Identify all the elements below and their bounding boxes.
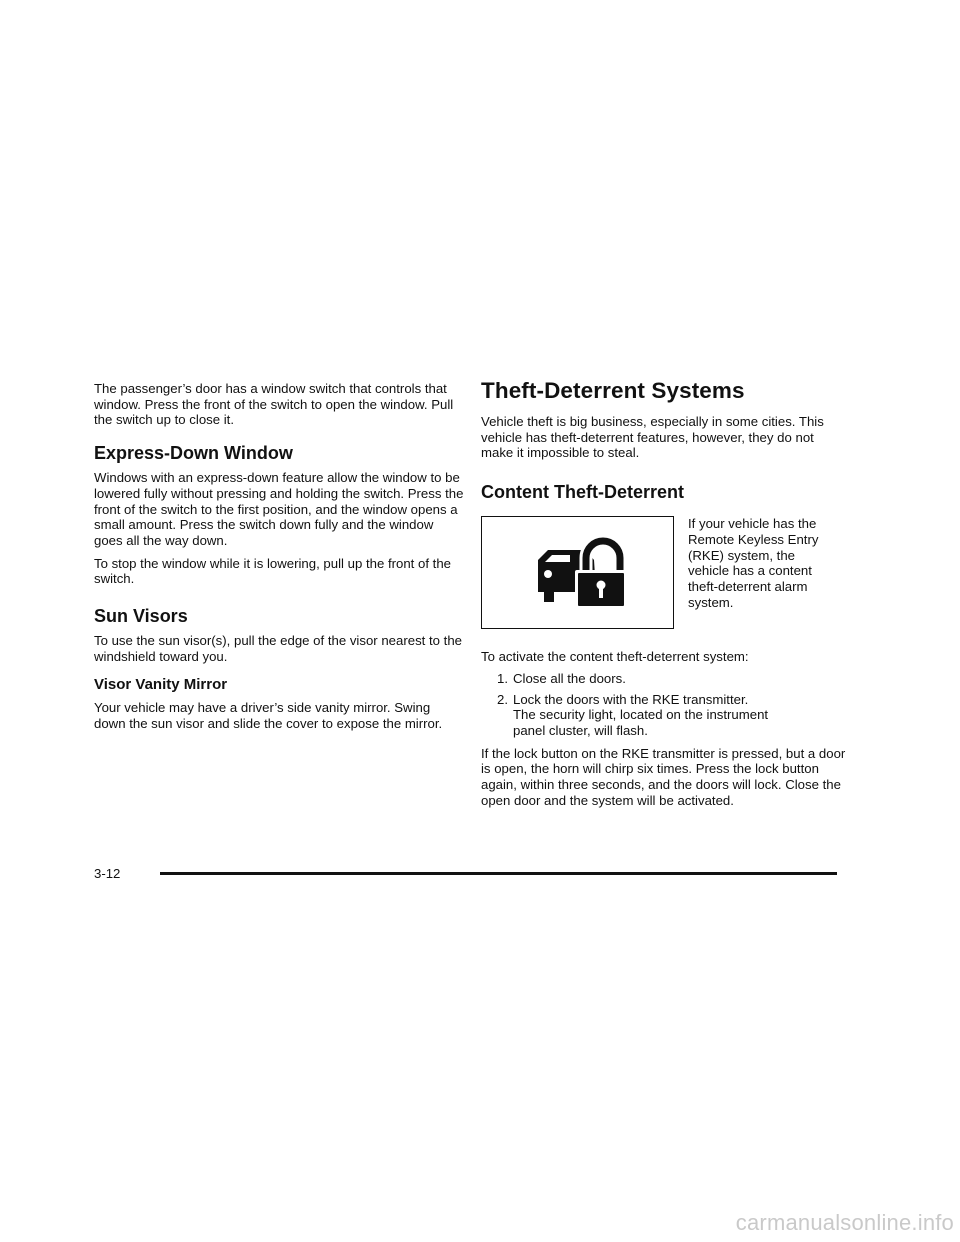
icon-row — [481, 516, 846, 629]
step-text: Lock the doors with the RKE transmitter. The security light, located on the instrument panel cluster, will flash. — [513, 691, 769, 738]
express-down-paragraph-1: Windows with an express-down feature allow the window to be lowered fully without pressing and holding the switch. Press the front of the switch to the first position, and the window opens a small amount. Press the switch down fully and the window goes all the way down. — [94, 470, 464, 548]
visor-vanity-mirror-paragraph: Your vehicle may have a driver’s side vanity mirror. Swing down the sun visor and slide the cover to expose the mirror. — [94, 700, 443, 732]
closing-paragraph: If the lock button on the RKE transmitter is pressed, but a door is open, the horn will chirp six times. Press the lock button again, within three seconds, and the doors will lock. Close the open door and the system will be activated. — [481, 745, 846, 808]
step-2 — [481, 692, 846, 739]
left-column — [94, 381, 464, 732]
visor-vanity-mirror-heading: Visor Vanity Mirror — [94, 676, 228, 694]
step-1 — [481, 671, 846, 687]
step-text: Close all the doors. — [513, 670, 626, 686]
sun-visors-paragraph: To use the sun visor(s), pull the edge of the visor nearest to the windshield toward you. — [94, 633, 462, 664]
theft-deterrent-heading: Theft-Deterrent Systems — [481, 378, 745, 403]
footer-rule — [160, 872, 837, 875]
activation-steps — [481, 671, 846, 739]
content-theft-deterrent-heading: Content Theft-Deterrent — [481, 482, 684, 503]
security-lock-icon — [528, 536, 628, 610]
activate-intro: To activate the content theft-deterrent system: — [481, 649, 749, 665]
right-column — [481, 378, 846, 808]
security-icon-box — [481, 516, 674, 629]
step-number: 2. — [497, 691, 508, 707]
step-number: 1. — [497, 670, 508, 686]
sun-visors-heading: Sun Visors — [94, 606, 188, 627]
watermark: carmanualsonline.info — [735, 1210, 954, 1235]
page-number: 3-12 — [94, 866, 121, 881]
intro-paragraph: The passenger’s door has a window switch that controls that window. Press the front of the switch to open the window. Pull the switch up to close it. — [94, 381, 454, 428]
icon-caption: If your vehicle has the Remote Keyless Entry (RKE) system, the vehicle has a content theft-deterrent alarm system. — [688, 516, 819, 610]
express-down-heading: Express-Down Window — [94, 443, 293, 464]
express-down-paragraph-2: To stop the window while it is lowering, pull up the front of the switch. — [94, 555, 451, 587]
theft-deterrent-paragraph: Vehicle theft is big business, especially in some cities. This vehicle has theft-deterrent features, however, they do not make it impossible to steal. — [481, 414, 824, 461]
